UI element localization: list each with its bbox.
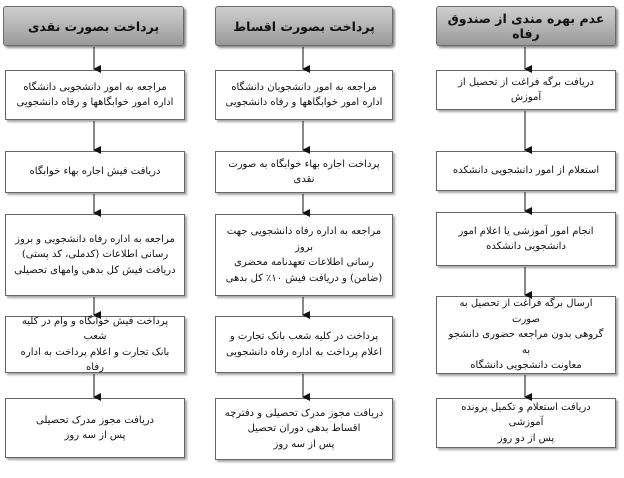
installment-step-3: مراجعه به اداره رفاه دانشجویی جهت بروز رسانی اطلاعات تعهدنامه محضری (ضامن) و دریافت فیش ۱۰٪ کل بدهی <box>215 214 393 296</box>
cash-step-2: دریافت فیش اجاره بهاء خوابگاه <box>5 151 185 193</box>
cash-step-5: دریافت مجوز مدرک تحصیلی پس از سه روز <box>5 398 185 458</box>
no-fund-step-2: استعلام از امور دانشجویی دانشکده <box>436 151 616 191</box>
no-fund-step-1: دریافت برگه فراغت از تحصیل از آموزش <box>436 70 616 110</box>
cash-step-1: مراجعه به امور دانشجویی دانشگاه اداره امور خوابگاهها و رفاه دانشجویی <box>5 70 185 120</box>
no-fund-step-3: انجام امور آموزشی یا اعلام امور دانشجویی دانشکده <box>436 212 616 266</box>
column-no-fund-header: عدم بهره مندی از صندوق رفاه <box>436 6 616 46</box>
installment-step-1: مراجعه به امور دانشجویان دانشگاه اداره امور خوابگاهها و رفاه دانشجویی <box>215 70 393 120</box>
cash-step-3: مراجعه به اداره رفاه دانشجویی و بروز رسانی اطلاعات (کدملی، کد پستی) دریافت فیش کل بدهی وامهای تحصیلی <box>5 214 185 296</box>
column-cash-header: پرداخت بصورت نقدی <box>3 6 184 46</box>
installment-step-5: دریافت مجوز مدرک تحصیلی و دفترچه اقساط بدهی دوران تحصیل پس از سه روز <box>215 398 393 460</box>
cash-step-4: پرداخت فیش خوابگاه و وام در کلیه شعب بانک تجارت و اعلام پرداخت به اداره رفاه <box>5 316 185 373</box>
column-installment-header: پرداخت بصورت اقساط <box>215 6 393 46</box>
no-fund-step-5: دریافت استعلام و تکمیل پرونده آموزشی پس از دو روز <box>436 398 616 448</box>
installment-step-2: پرداخت اجاره بهاء خوابگاه به صورت نقدی <box>215 151 393 193</box>
no-fund-step-4: ارسال برگه فراغت از تحصیل به صورت گروهی بدون مراجعه حضوری دانشجو به معاونت دانشجویی دانشگاه <box>436 296 616 374</box>
installment-step-4: پرداخت در کلیه شعب بانک تجارت و اعلام پرداخت به اداره رفاه دانشجویی <box>215 316 393 373</box>
